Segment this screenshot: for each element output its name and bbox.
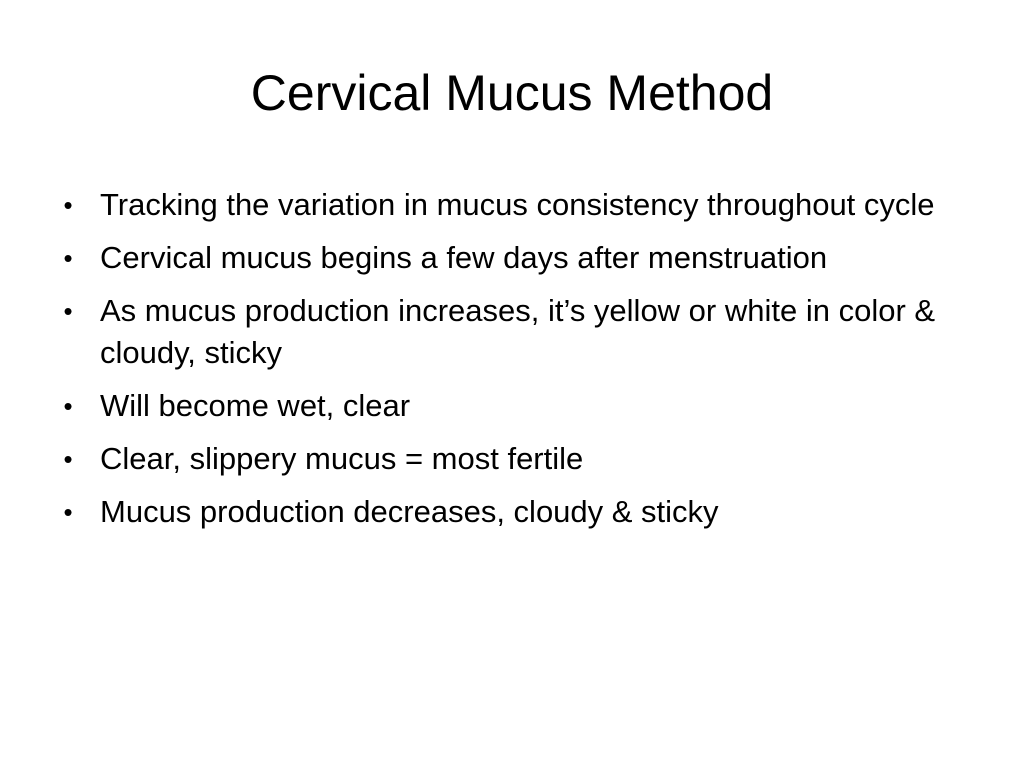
bullet-item (58, 184, 978, 226)
bullet-item (58, 491, 978, 533)
bullet-text: Mucus production decreases, cloudy & sticky (100, 494, 719, 529)
bullet-icon: • (63, 391, 73, 421)
bullet-text: Will become wet, clear (100, 388, 411, 423)
bullet-item (58, 438, 978, 480)
bullet-icon: • (63, 190, 73, 220)
bullet-text: Cervical mucus begins a few days after menstruation (100, 240, 828, 275)
bullet-icon: • (63, 497, 73, 527)
bullet-text: Clear, slippery mucus = most fertile (100, 441, 584, 476)
bullet-icon: • (63, 296, 73, 326)
bullet-text: Tracking the variation in mucus consistency throughout cycle (100, 187, 935, 222)
bullet-list (58, 184, 978, 544)
bullet-icon: • (63, 243, 73, 273)
bullet-icon: • (63, 444, 73, 474)
bullet-item (58, 385, 978, 427)
bullet-item (58, 290, 978, 374)
bullet-text: As mucus production increases, it’s yellow or white in color & cloudy, sticky (100, 293, 936, 370)
slide-title: Cervical Mucus Method (250, 65, 774, 121)
bullet-item (58, 237, 978, 279)
